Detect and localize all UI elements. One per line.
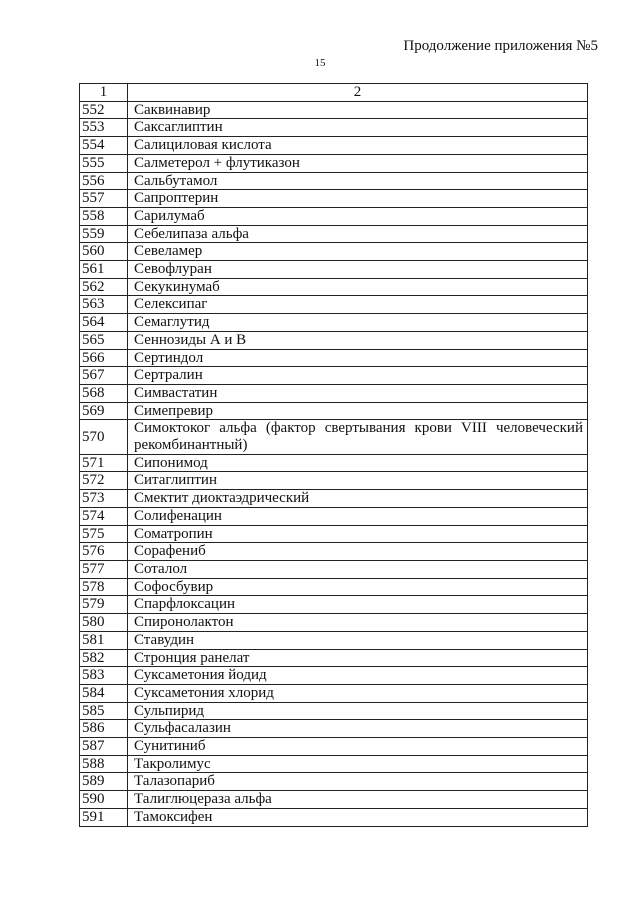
row-number: 555	[80, 154, 128, 172]
drug-name: Спиронолактон	[128, 614, 588, 632]
row-number: 590	[80, 791, 128, 809]
table-row	[80, 207, 588, 225]
row-number: 552	[80, 101, 128, 119]
table-row	[80, 190, 588, 208]
table-row	[80, 402, 588, 420]
drug-name: Сарилумаб	[128, 207, 588, 225]
drug-name: Симвастатин	[128, 384, 588, 402]
drug-name: Секукинумаб	[128, 278, 588, 296]
table-row	[80, 543, 588, 561]
row-number: 582	[80, 649, 128, 667]
drug-name: Солифенацин	[128, 507, 588, 525]
row-number: 566	[80, 349, 128, 367]
row-number: 586	[80, 720, 128, 738]
table-row	[80, 720, 588, 738]
table-row	[80, 137, 588, 155]
row-number: 581	[80, 631, 128, 649]
table-row	[80, 101, 588, 119]
drug-name: Талазопариб	[128, 773, 588, 791]
table-row	[80, 278, 588, 296]
table-row	[80, 154, 588, 172]
table-row	[80, 331, 588, 349]
drug-name: Сунитиниб	[128, 738, 588, 756]
table-row	[80, 525, 588, 543]
table-row	[80, 684, 588, 702]
column-header-number: 1	[80, 84, 128, 102]
drug-name: Севофлуран	[128, 261, 588, 279]
table-row	[80, 614, 588, 632]
drug-name: Салициловая кислота	[128, 137, 588, 155]
drug-name: Сальбутамол	[128, 172, 588, 190]
table-row	[80, 560, 588, 578]
drug-name: Ставудин	[128, 631, 588, 649]
appendix-continuation-note: Продолжение приложения №5	[403, 38, 598, 54]
table-row	[80, 791, 588, 809]
table-row	[80, 702, 588, 720]
row-number: 565	[80, 331, 128, 349]
drug-name: Симоктоког альфа (фактор свертывания крови VIII человеческий рекомбинантный)	[128, 420, 588, 454]
table-row	[80, 507, 588, 525]
row-number: 583	[80, 667, 128, 685]
table-row	[80, 314, 588, 332]
table-body	[80, 101, 588, 826]
drug-name: Такролимус	[128, 755, 588, 773]
row-number: 573	[80, 490, 128, 508]
table-row	[80, 384, 588, 402]
table-row	[80, 596, 588, 614]
row-number: 584	[80, 684, 128, 702]
row-number: 574	[80, 507, 128, 525]
drug-name: Селексипаг	[128, 296, 588, 314]
drug-name: Суксаметония хлорид	[128, 684, 588, 702]
drug-name: Ситаглиптин	[128, 472, 588, 490]
row-number: 568	[80, 384, 128, 402]
row-number: 580	[80, 614, 128, 632]
row-number: 556	[80, 172, 128, 190]
row-number: 569	[80, 402, 128, 420]
row-number: 570	[80, 420, 128, 454]
drug-name: Смектит диоктаэдрический	[128, 490, 588, 508]
table-row	[80, 349, 588, 367]
row-number: 567	[80, 367, 128, 385]
row-number: 554	[80, 137, 128, 155]
drug-name: Саксаглиптин	[128, 119, 588, 137]
row-number: 589	[80, 773, 128, 791]
drug-name: Себелипаза альфа	[128, 225, 588, 243]
table-row	[80, 738, 588, 756]
table-row	[80, 225, 588, 243]
table-row	[80, 667, 588, 685]
drug-name: Суксаметония йодид	[128, 667, 588, 685]
table-row	[80, 472, 588, 490]
table-row	[80, 490, 588, 508]
drug-name: Сертралин	[128, 367, 588, 385]
column-header-name: 2	[128, 84, 588, 102]
table-row	[80, 649, 588, 667]
row-number: 578	[80, 578, 128, 596]
row-number: 576	[80, 543, 128, 561]
drug-name: Сапроптерин	[128, 190, 588, 208]
drug-list-table	[79, 83, 588, 827]
row-number: 560	[80, 243, 128, 261]
drug-name: Сульфасалазин	[128, 720, 588, 738]
table-row	[80, 261, 588, 279]
row-number: 572	[80, 472, 128, 490]
table-row	[80, 454, 588, 472]
table-row	[80, 755, 588, 773]
drug-name: Сульпирид	[128, 702, 588, 720]
drug-name: Софосбувир	[128, 578, 588, 596]
drug-name: Сеннозиды А и В	[128, 331, 588, 349]
drug-name: Севеламер	[128, 243, 588, 261]
row-number: 588	[80, 755, 128, 773]
drug-name: Сертиндол	[128, 349, 588, 367]
table-row	[80, 420, 588, 454]
row-number: 557	[80, 190, 128, 208]
drug-name: Стронция ранелат	[128, 649, 588, 667]
table-row	[80, 578, 588, 596]
row-number: 579	[80, 596, 128, 614]
drug-name: Саквинавир	[128, 101, 588, 119]
drug-name: Соматропин	[128, 525, 588, 543]
drug-name: Салметерол + флутиказон	[128, 154, 588, 172]
table-header-row	[80, 84, 588, 102]
drug-name: Сипонимод	[128, 454, 588, 472]
drug-name: Соталол	[128, 560, 588, 578]
page-number: 15	[314, 57, 326, 69]
row-number: 562	[80, 278, 128, 296]
table-row	[80, 631, 588, 649]
drug-name: Спарфлоксацин	[128, 596, 588, 614]
row-number: 558	[80, 207, 128, 225]
row-number: 571	[80, 454, 128, 472]
table-row	[80, 808, 588, 826]
row-number: 587	[80, 738, 128, 756]
table-row	[80, 119, 588, 137]
row-number: 553	[80, 119, 128, 137]
drug-name: Тамоксифен	[128, 808, 588, 826]
table-row	[80, 773, 588, 791]
drug-name: Талиглюцераза альфа	[128, 791, 588, 809]
drug-name: Семаглутид	[128, 314, 588, 332]
row-number: 577	[80, 560, 128, 578]
drug-name: Сорафениб	[128, 543, 588, 561]
row-number: 561	[80, 261, 128, 279]
row-number: 575	[80, 525, 128, 543]
row-number: 559	[80, 225, 128, 243]
row-number: 563	[80, 296, 128, 314]
table-row	[80, 367, 588, 385]
row-number: 591	[80, 808, 128, 826]
table-row	[80, 172, 588, 190]
row-number: 585	[80, 702, 128, 720]
drug-name: Симепревир	[128, 402, 588, 420]
table-row	[80, 296, 588, 314]
row-number: 564	[80, 314, 128, 332]
table-row	[80, 243, 588, 261]
